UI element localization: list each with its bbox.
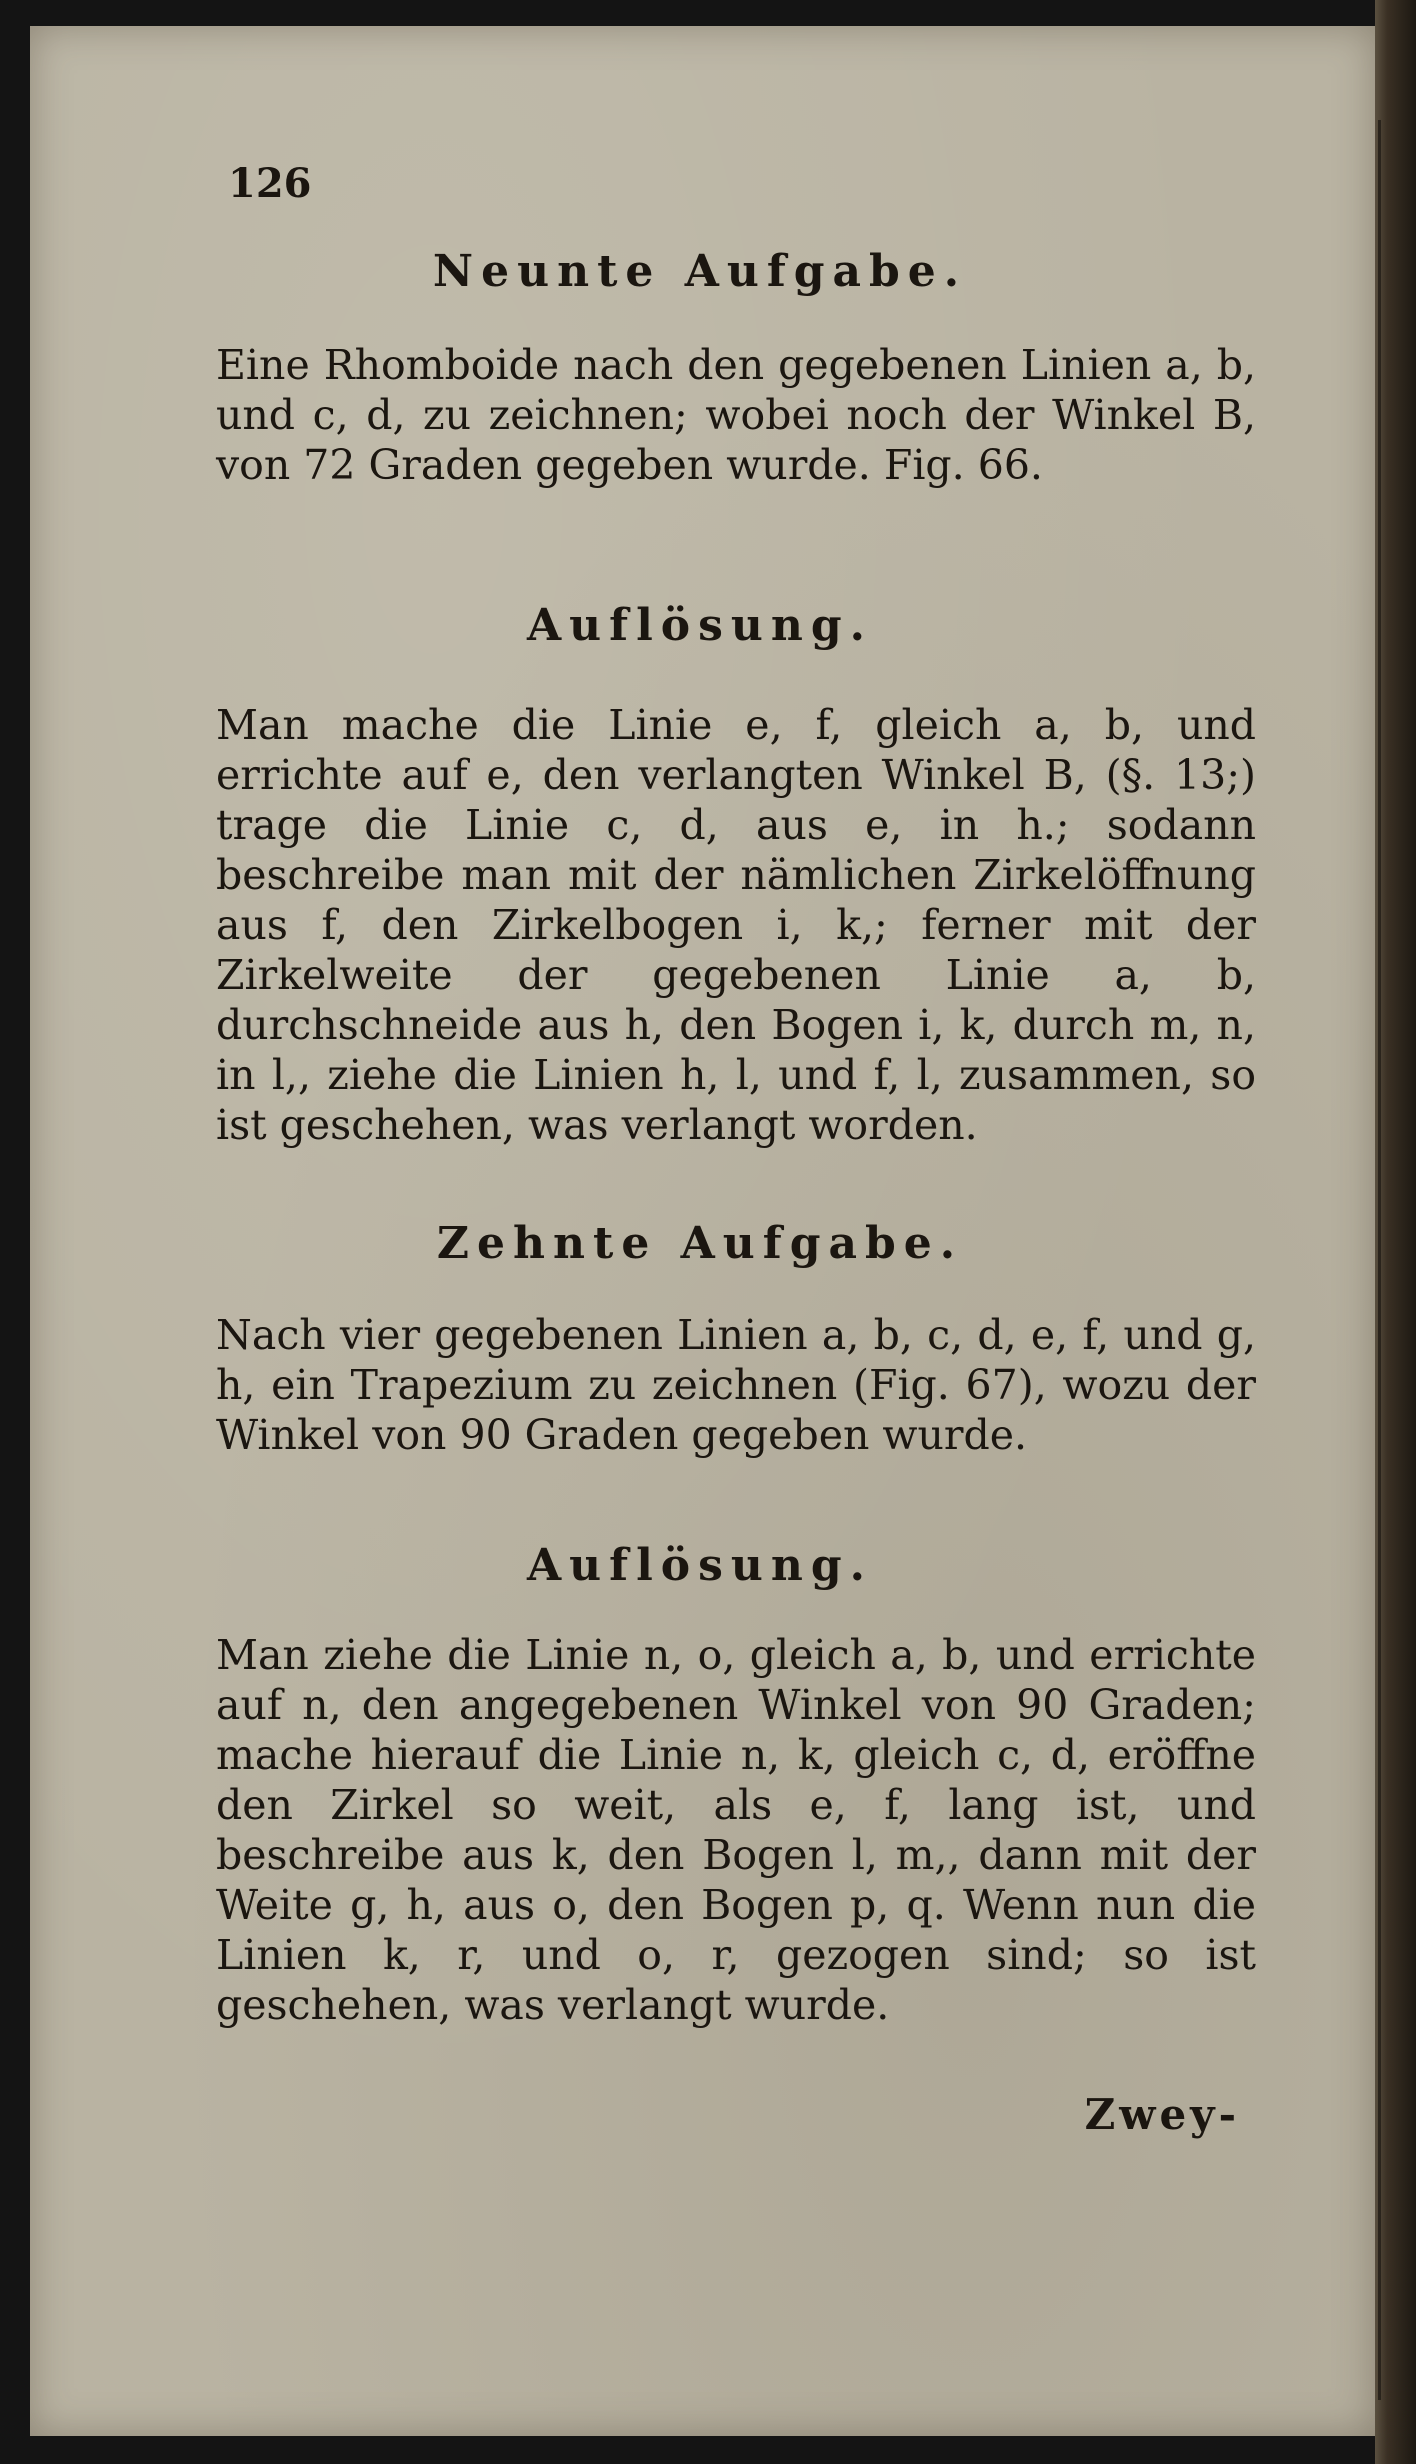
- section-body-aufloesung-2: Man ziehe die Linie n, o, gleich a, b, und errichte auf n, den angegebenen Winkel von 90 Graden; mache hierauf die Linie n, k, gleich c, d, eröffne den Zirkel so weit, als e, f, lang ist, und beschreibe aus k, den Bogen l, m,, dann mit der Weite g, h, aus o, den Bogen p, q. Wenn nun die Linien k, r, und o, r, gezogen sind; so ist geschehen, was verlangt wurde.: [216, 1631, 1256, 2029]
- section-heading-aufloesung-2: Auflösung.: [527, 1540, 873, 1591]
- page-number: 126: [228, 160, 312, 207]
- section-body-zehnte-aufgabe: Nach vier gegebenen Linien a, b, c, d, e, f, und g, h, ein Trapezium zu zeichnen (Fig. 67), wozu der Winkel von 90 Graden gegeben wurde.: [216, 1311, 1256, 1459]
- section-heading-aufloesung-1: Auflösung.: [527, 600, 873, 651]
- catchword: Zwey-: [1084, 2090, 1240, 2139]
- section-heading-neunte-aufgabe: Neunte Aufgabe.: [432, 246, 968, 297]
- section-body-neunte-aufgabe: Eine Rhomboide nach den gegebenen Linien a, b, und c, d, zu zeichnen; wobei noch der Winkel B, von 72 Graden gegeben wurde. Fig. 66.: [216, 341, 1256, 489]
- book-gutter: [1375, 0, 1416, 2464]
- gutter-edge: [1378, 120, 1381, 2400]
- section-body-aufloesung-1: Man mache die Linie e, f, gleich a, b, und errichte auf e, den verlangten Winkel B, (§. 13;) trage die Linie c, d, aus e, in h.; sodann beschreibe man mit der nämlichen Zirkelöffnung aus f, den Zirkelbogen i, k,; ferner mit der Zirkelweite der gegebenen Linie a, b, durchschneide aus h, den Bogen i, k, durch m, n, in l,, ziehe die Linien h, l, und f, l, zusammen, so ist geschehen, was verlangt worden.: [216, 701, 1256, 1149]
- section-heading-zehnte-aufgabe: Zehnte Aufgabe.: [436, 1218, 964, 1269]
